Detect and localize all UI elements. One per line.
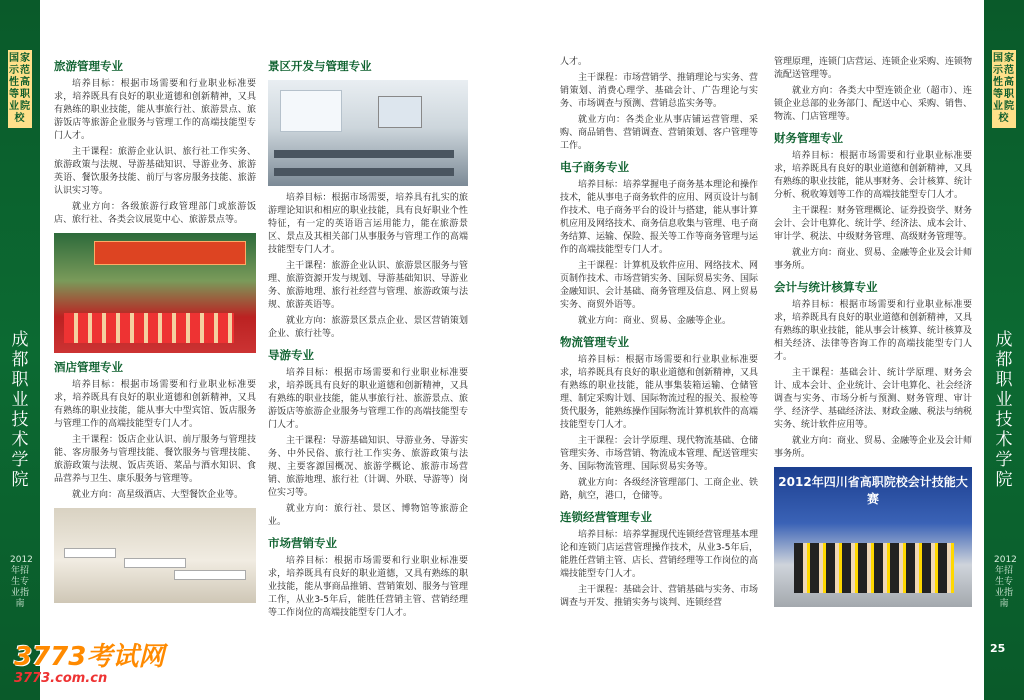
- left-page: [40, 0, 512, 700]
- paragraph: 培养目标：培养掌握电子商务基本理论和操作技术，能从事电子商务软件的应用、网页设计与制作技术、电子商务平台的设计与搭建，能从事计算机应用及网络技术、商务信息收集与管理、电子商务结算、运输、保险、报关等工作等商务管理与运作的高端技能型专门人才。: [560, 180, 759, 255]
- paragraph: 就业方向：商业、贸易、金融等企业及会计师事务所。: [774, 436, 973, 459]
- school-badge: 国家示范性高等职业院校: [8, 50, 32, 128]
- paragraph: 就业方向：商业、贸易、金融等企业。: [578, 316, 732, 326]
- paragraph: 培养目标：根据市场需要和行业职业标准要求，培养既具有良好的职业道德和创新精神，又具有熟练的职业技能，能从事大中型宾馆、饭店服务与管理工作的高端技能型专门人才。: [54, 380, 256, 429]
- paragraph: 主干课程：旅游企业认识、旅行社工作实务、旅游政策与法规、导游基础知识、导游业务、旅游英语、餐饮服务技能、前厅与客房服务技能、旅游认识实习等。: [54, 147, 256, 196]
- guide-label: 2012年招生专业指南: [994, 555, 1017, 609]
- photo-hotel-room: [54, 508, 256, 603]
- paragraph: 培养目标：根据市场需要和行业职业标准要求，培养既具有良好的职业道德和创新精神，又具有熟练的职业技能，能从事会计核算、统计核算及相关经济、法律等咨询工作的高端技能型专门人才。: [774, 300, 973, 362]
- paragraph: 就业方向：旅游景区景点企业、景区营销策划企业、旅行社等。: [268, 316, 468, 339]
- paragraph: 主干课程：市场营销学、推销理论与实务、营销策划、消费心理学、基础会计、广告理论与实务、市场调查与预测、营销总监实务等。: [560, 73, 759, 109]
- photo-ceremony: [54, 233, 256, 353]
- paragraph: 培养目标：根据市场需要和行业职业标准要求，培养既具有良好的职业道德和创新精神，又具有熟练的职业技能，能从事财务、会计核算、统计分析、税收筹划等工作的高端技能型专门人才。: [774, 151, 973, 200]
- paragraph: 就业方向：高星级酒店、大型餐饮企业等。: [72, 490, 244, 500]
- paragraph: 就业方向：商业、贸易、金融等企业及会计师事务所。: [774, 248, 973, 271]
- left-sidebar: [0, 0, 40, 700]
- guide-label: 2012年招生专业指南: [10, 555, 33, 609]
- paragraph: 培养目标：根据市场需要和行业职业标准要求，培养既具有良好的职业道德和创新精神，又具有熟练的职业技能，能从事旅行社、旅游景点、旅游饭店等旅游企业服务与管理工作的高端技能型专门人才。: [54, 79, 256, 141]
- paragraph: 主干课程：基础会计、营销基础与实务、市场调查与开发、推销实务与谈判、连锁经营: [560, 585, 759, 608]
- paragraph: 培养目标：根据市场需要，培养具有扎实的旅游理论知识和相应的职业技能，具有良好职业个性特征，有一定的英语语言运用能力，能在旅游景区、景点及其相关部门从事服务与管理工作的高端技能型专门人才。: [268, 193, 468, 255]
- section-title: 财务管理专业: [774, 131, 843, 145]
- paragraph: 主干课程：旅游企业认识、旅游景区服务与管理、旅游资源开发与规划、导游基础知识、导游业务、旅游地理、旅行社经营与管理、旅游政策与法规、旅游英语等。: [268, 261, 468, 310]
- paragraph: 主干课程：饭店企业认识、前厅服务与管理技能、客房服务与管理技能、餐饮服务与管理技能、旅游政策与法规、饭店英语、菜品与酒水知识、食品营养与卫生、康乐服务与管理等。: [54, 435, 256, 484]
- paragraph: 就业方向：旅行社、景区、博物馆等旅游企业。: [268, 504, 468, 527]
- paragraph: 就业方向：各类大中型连锁企业（超市）、连锁企业总部的业务部门、配送中心、采购、销售、物流、门店管理等。: [774, 86, 973, 122]
- section-title: 旅游管理专业: [54, 59, 123, 73]
- site-watermark: [14, 636, 164, 686]
- paragraph: 人才。: [560, 57, 588, 67]
- page-number: 25: [990, 642, 1006, 655]
- paragraph: 培养目标：根据市场需要和行业职业标准要求，培养既具有良好的职业道德和创新精神，又具有熟练的职业技能，能从事旅行社、旅游景点、旅游饭店等旅游企业服务与管理工作的高端技能型专门人才。: [268, 368, 468, 430]
- photo-caption: 2012年四川省高职院校会计技能大赛: [778, 475, 968, 506]
- section-title: 导游专业: [268, 348, 314, 362]
- paragraph: 主干课程：会计学原理、现代物流基础、仓储管理实务、市场营销、物流成本管理、配送管理实务、国际物流管理、国际贸易实务等。: [560, 436, 759, 472]
- section-title: 市场营销专业: [268, 536, 337, 550]
- paragraph: 就业方向：各级经济管理部门、工商企业、铁路，航空，港口，仓储等。: [560, 478, 759, 501]
- section-title: 酒店管理专业: [54, 360, 123, 374]
- paragraph: 培养目标：根据市场需要和行业职业标准要求，培养既具有良好的职业道德，又具有熟练的职业技能，能从事商品推销、营销策划、服务与管理工作，从业3-5年后，能胜任营销主管、营销经理等工作岗位的高端技能型专门人才。: [268, 556, 468, 618]
- watermark-url: 3773.com.cn: [14, 671, 108, 686]
- section-title: 物流管理专业: [560, 335, 629, 349]
- school-calligraphy: 成都职业技术学院: [995, 330, 1013, 490]
- section-title: 电子商务专业: [560, 160, 629, 174]
- watermark-brand: 3773考试网: [14, 642, 165, 672]
- paragraph: 主干课程：导游基础知识、导游业务、导游实务、中外民俗、旅行社工作实务、旅游政策与法规、主要客源国概况、旅游学概论、旅游市场营销、旅游地理、旅行社（计调、外联、导游等）岗位实习等。: [268, 436, 468, 498]
- section-title: 连锁经营管理专业: [560, 510, 652, 524]
- section-title: 景区开发与管理专业: [268, 59, 372, 73]
- column-4: [774, 56, 972, 613]
- school-badge: 国家示范性高等职业院校: [992, 50, 1016, 128]
- photo-computer-lab: [268, 80, 468, 186]
- paragraph: 就业方向：各级旅游行政管理部门或旅游饭店、旅行社、各类会议展览中心、旅游景点等。: [54, 202, 256, 225]
- paragraph: 就业方向：各类企业从事店铺运营管理、采购、商品销售、营销调查、营销策划、客户管理等工作。: [560, 115, 759, 151]
- section-title: 会计与统计核算专业: [774, 280, 878, 294]
- right-sidebar: [984, 0, 1024, 700]
- paragraph: 培养目标：根据市场需要和行业职业标准要求，培养既具有良好的职业道德和创新精神，又具有熟练的职业技能，能从事集装箱运输、仓储管理、制定采购计划、国际物流过程的报关、报检等货代服务，能熟练操作国际物流计算机软件的高端技能型专门人才。: [560, 355, 759, 430]
- paragraph: 主干课程：计算机及软件应用、网络技术、网页制作技术、市场营销实务、国际贸易实务、国际金融知识、会计基础、商务管理及信息、网上贸易实务、商贸外语等。: [560, 261, 759, 310]
- column-3: [560, 56, 758, 613]
- right-page: [512, 0, 984, 700]
- column-1: [54, 52, 256, 609]
- paragraph: 主干课程：基础会计、统计学原理、财务会计、成本会计、企业统计、会计电算化、社会经济调查与实务、市场分析与预测、财务管理、审计学、经济学、基础经济法、财政金融、税法与纳税实务、统计软件应用等。: [774, 368, 973, 430]
- paragraph: 培养目标：培养掌握现代连锁经营管理基本理论和连锁门店运营管理操作技术，从业3-5年后，能胜任营销主管、店长、营销经理等工作岗位的高端技能型专门人才。: [560, 530, 759, 579]
- school-calligraphy: 成都职业技术学院: [11, 330, 29, 490]
- paragraph: 主干课程：财务管理概论、证券投资学、财务会计、会计电算化、统计学、经济法、成本会计、审计学、税法、中级财务管理、高级财务管理等。: [774, 206, 973, 242]
- photo-contest: [774, 467, 972, 607]
- paragraph: 管理原理，连锁门店营运、连锁企业采购、连锁物流配送管理等。: [774, 57, 973, 80]
- column-2: [268, 52, 468, 623]
